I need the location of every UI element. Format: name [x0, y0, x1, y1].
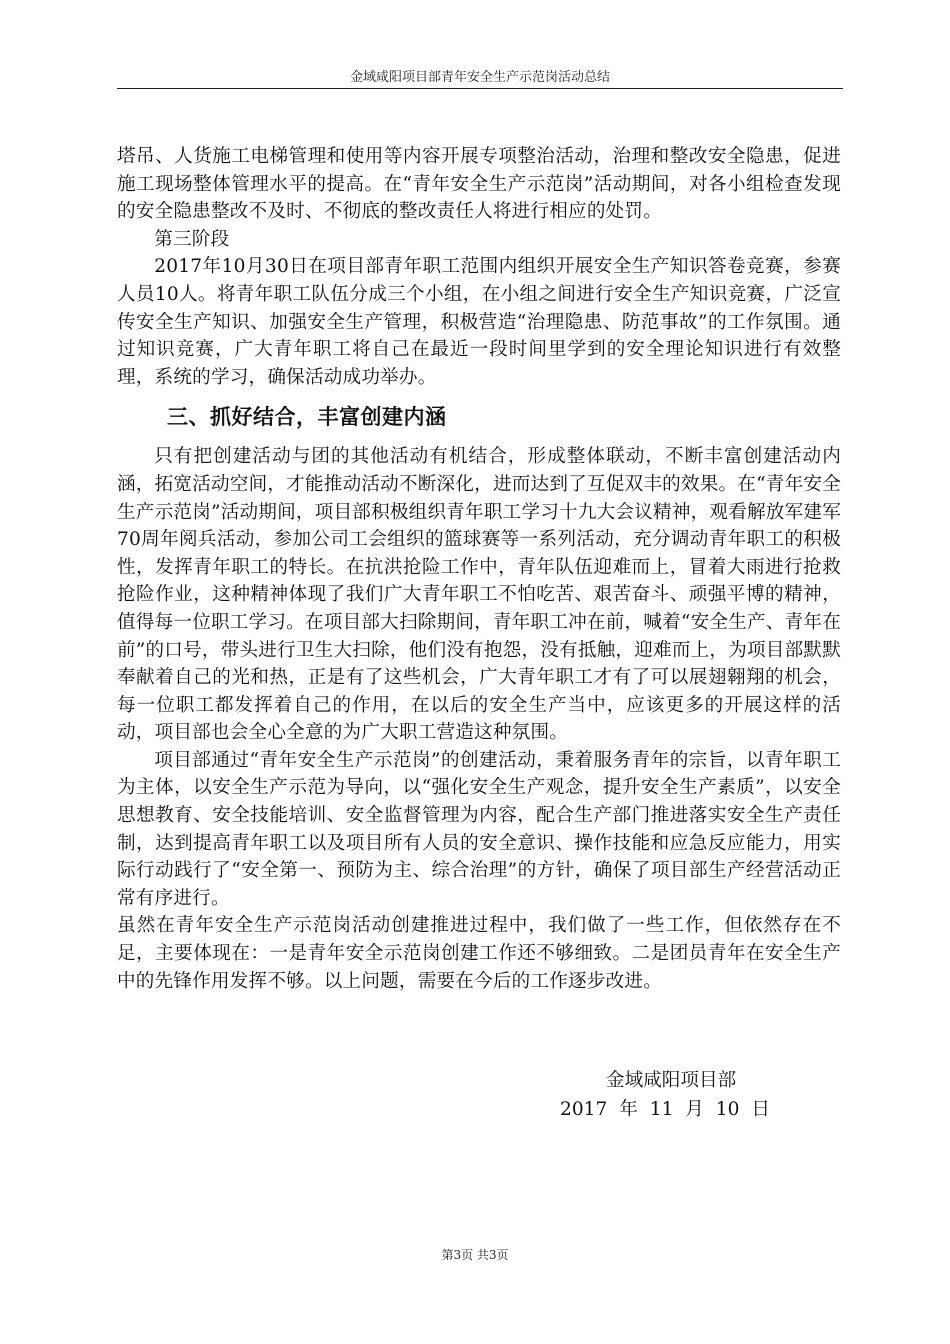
header-divider [117, 88, 843, 89]
signature-organization: 金域咸阳项目部 [606, 1070, 737, 1091]
paragraph-section-3: 虽然在青年安全生产示范岗活动创建推进过程中，我们做了一些工作，但依然存在不足，主要体现在：一是青年安全示范岗创建工作还不够细致。二是团员青年在安全生产中的先锋作用发挥不够。以上问题，需要在今后的工作逐步改进。 [117, 915, 841, 992]
signature-date: 2017 年 11 月 10 日 [560, 1099, 770, 1120]
stage-label: 第三阶段 [154, 228, 230, 250]
paragraph-stage-three: 2017年10月30日在项目部青年职工范围内组织开展安全生产知识答卷竞赛，参赛人员10人。将青年职工队伍分成三个小组，在小组之间进行安全生产知识竞赛，广泛宣传安全生产知识、加强安全生产管理，积极营造“治理隐患、防范事故”的工作氛围。通过知识竞赛，广大青年职工将自己在最近一段时间里学到的安全理论知识进行有效整理，系统的学习，确保活动成功举办。 [117, 256, 841, 388]
page-footer: 第3页 共3页 [441, 1248, 509, 1262]
section-heading: 三、抓好结合，丰富创建内涵 [167, 405, 447, 430]
paragraph-section-2: 项目部通过“青年安全生产示范岗”的创建活动，秉着服务青年的宗旨，以青年职工为主体，以安全生产示范为导向，以“强化安全生产观念，提升安全生产素质”，以安全思想教育、安全技能培训、安全监督管理为内容，配合生产部门推进落实安全生产责任制，达到提高青年职工以及项目所有人员的安全意识、操作技能和应急反应能力，用实际行动践行了“安全第一、预防为主、综合治理”的方针，确保了项目部生产经营活动正常有序进行。 [117, 749, 841, 909]
document-body [117, 143, 841, 995]
page-header: 金域咸阳项目部青年安全生产示范岗活动总结 [349, 70, 610, 85]
paragraph-section-1: 只有把创建活动与团的其他活动有机结合，形成整体联动，不断丰富创建活动内涵，拓宽活动空间，才能推动活动不断深化，进而达到了互促双丰的效果。在“青年安全生产示范岗”活动期间，项目部积极组织青年职工学习十九大会议精神，观看解放军建军70周年阅兵活动，参加公司工会组织的篮球赛等一系列活动，充分调动青年职工的积极性，发挥青年职工的特长。在抗洪抢险工作中，青年队伍迎难而上，冒着大雨进行抢救抢险作业，这种精神体现了我们广大青年职工不怕吃苦、艰苦奋斗、顽强平博的精神，值得每一位职工学习。在项目部大扫除期间，青年职工冲在前，喊着“安全生产、青年在前”的口号，带头进行卫生大扫除，他们没有抱怨，没有抵触，迎难而上，为项目部默默奉献着自己的光和热，正是有了这些机会，广大青年职工才有了可以展翅翱翔的机会，每一位职工都发挥着自己的作用，在以后的安全生产当中，应该更多的开展这样的活动，项目部也会全心全意的为广大职工营造这种氛围。 [117, 446, 841, 744]
paragraph-continued: 塔吊、人货施工电梯管理和使用等内容开展专项整治活动，治理和整改安全隐患，促进施工现场整体管理水平的提高。在“青年安全生产示范岗”活动期间，对各小组检查发现的安全隐患整改不及时、不彻底的整改责任人将进行相应的处罚。 [117, 146, 841, 223]
signature-block [560, 1066, 820, 1124]
